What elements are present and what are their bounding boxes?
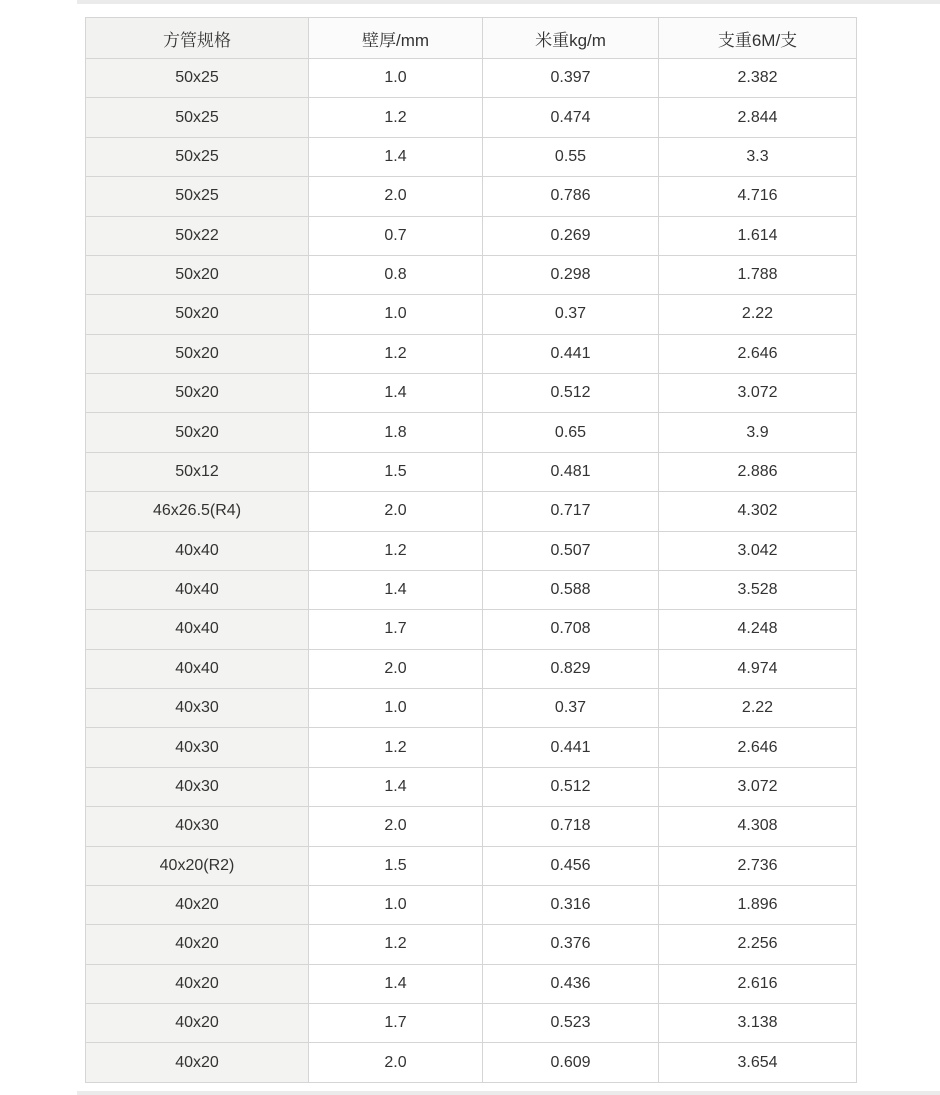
table-row <box>86 846 857 885</box>
table-row <box>86 374 857 413</box>
cell-wall-thickness: 1.4 <box>309 137 483 176</box>
cell-meter-weight: 0.507 <box>483 531 659 570</box>
cell-wall-thickness: 1.2 <box>309 925 483 964</box>
col-header-meter-weight: 米重kg/m <box>483 18 659 59</box>
cell-wall-thickness: 1.4 <box>309 964 483 1003</box>
cell-piece-weight: 3.072 <box>659 767 857 806</box>
cell-spec: 40x30 <box>86 807 309 846</box>
cell-spec: 40x20 <box>86 1043 309 1083</box>
cell-wall-thickness: 1.2 <box>309 531 483 570</box>
cell-meter-weight: 0.397 <box>483 59 659 98</box>
table-row <box>86 885 857 924</box>
cell-meter-weight: 0.481 <box>483 452 659 491</box>
cell-piece-weight: 3.3 <box>659 137 857 176</box>
cell-spec: 50x25 <box>86 59 309 98</box>
cell-meter-weight: 0.829 <box>483 649 659 688</box>
cell-wall-thickness: 1.7 <box>309 1004 483 1043</box>
cell-meter-weight: 0.523 <box>483 1004 659 1043</box>
cell-piece-weight: 2.616 <box>659 964 857 1003</box>
cell-meter-weight: 0.55 <box>483 137 659 176</box>
cell-spec: 40x40 <box>86 531 309 570</box>
table-row <box>86 1043 857 1083</box>
table-header <box>86 18 857 59</box>
table-row <box>86 1004 857 1043</box>
table-row <box>86 413 857 452</box>
table-body <box>86 59 857 1083</box>
cell-meter-weight: 0.786 <box>483 177 659 216</box>
cell-piece-weight: 4.302 <box>659 492 857 531</box>
cell-piece-weight: 3.654 <box>659 1043 857 1083</box>
col-header-spec: 方管规格 <box>86 18 309 59</box>
cell-wall-thickness: 1.0 <box>309 885 483 924</box>
cell-piece-weight: 4.974 <box>659 649 857 688</box>
cell-wall-thickness: 1.4 <box>309 767 483 806</box>
cell-piece-weight: 3.9 <box>659 413 857 452</box>
cell-meter-weight: 0.316 <box>483 885 659 924</box>
cell-wall-thickness: 0.8 <box>309 255 483 294</box>
cell-wall-thickness: 1.2 <box>309 728 483 767</box>
cell-piece-weight: 1.788 <box>659 255 857 294</box>
cell-spec: 50x22 <box>86 216 309 255</box>
cell-wall-thickness: 1.5 <box>309 452 483 491</box>
table-row <box>86 452 857 491</box>
cell-wall-thickness: 1.2 <box>309 98 483 137</box>
cell-piece-weight: 4.308 <box>659 807 857 846</box>
table-row <box>86 137 857 176</box>
table-row <box>86 98 857 137</box>
cell-wall-thickness: 1.8 <box>309 413 483 452</box>
table-row <box>86 610 857 649</box>
cell-spec: 50x25 <box>86 137 309 176</box>
cell-piece-weight: 4.716 <box>659 177 857 216</box>
cell-piece-weight: 2.886 <box>659 452 857 491</box>
cell-meter-weight: 0.512 <box>483 374 659 413</box>
table-row <box>86 59 857 98</box>
cell-spec: 40x20 <box>86 964 309 1003</box>
cell-piece-weight: 1.614 <box>659 216 857 255</box>
cell-spec: 40x20(R2) <box>86 846 309 885</box>
cell-piece-weight: 2.646 <box>659 728 857 767</box>
cell-wall-thickness: 2.0 <box>309 177 483 216</box>
table-row <box>86 728 857 767</box>
cell-piece-weight: 4.248 <box>659 610 857 649</box>
cell-wall-thickness: 2.0 <box>309 649 483 688</box>
cell-spec: 50x20 <box>86 334 309 373</box>
table-header-row <box>86 18 857 59</box>
cell-meter-weight: 0.588 <box>483 570 659 609</box>
cell-spec: 40x20 <box>86 885 309 924</box>
cell-piece-weight: 2.736 <box>659 846 857 885</box>
cell-meter-weight: 0.609 <box>483 1043 659 1083</box>
cell-piece-weight: 2.844 <box>659 98 857 137</box>
cell-meter-weight: 0.708 <box>483 610 659 649</box>
cell-spec: 50x20 <box>86 374 309 413</box>
cell-piece-weight: 3.528 <box>659 570 857 609</box>
cell-meter-weight: 0.441 <box>483 728 659 767</box>
table-row <box>86 216 857 255</box>
cell-spec: 40x30 <box>86 767 309 806</box>
cell-wall-thickness: 2.0 <box>309 1043 483 1083</box>
cell-piece-weight: 2.382 <box>659 59 857 98</box>
cell-meter-weight: 0.436 <box>483 964 659 1003</box>
cell-meter-weight: 0.65 <box>483 413 659 452</box>
table-row <box>86 570 857 609</box>
cell-wall-thickness: 1.5 <box>309 846 483 885</box>
cell-piece-weight: 1.896 <box>659 885 857 924</box>
cell-spec: 40x30 <box>86 689 309 728</box>
cell-meter-weight: 0.441 <box>483 334 659 373</box>
cell-meter-weight: 0.512 <box>483 767 659 806</box>
cell-wall-thickness: 1.2 <box>309 334 483 373</box>
cell-wall-thickness: 1.0 <box>309 295 483 334</box>
table-row <box>86 925 857 964</box>
cell-spec: 40x40 <box>86 649 309 688</box>
cell-piece-weight: 2.22 <box>659 295 857 334</box>
table-row <box>86 689 857 728</box>
cell-piece-weight: 3.138 <box>659 1004 857 1043</box>
bottom-edge-strip <box>77 1091 940 1095</box>
cell-spec: 50x20 <box>86 413 309 452</box>
col-header-piece-weight: 支重6M/支 <box>659 18 857 59</box>
square-tube-spec-table-wrap <box>85 17 857 1083</box>
cell-spec: 50x12 <box>86 452 309 491</box>
cell-meter-weight: 0.718 <box>483 807 659 846</box>
table-row <box>86 807 857 846</box>
cell-piece-weight: 2.646 <box>659 334 857 373</box>
cell-wall-thickness: 2.0 <box>309 492 483 531</box>
cell-meter-weight: 0.717 <box>483 492 659 531</box>
table-row <box>86 255 857 294</box>
cell-wall-thickness: 0.7 <box>309 216 483 255</box>
cell-wall-thickness: 1.0 <box>309 689 483 728</box>
cell-spec: 50x20 <box>86 295 309 334</box>
cell-meter-weight: 0.474 <box>483 98 659 137</box>
cell-meter-weight: 0.269 <box>483 216 659 255</box>
table-row <box>86 177 857 216</box>
cell-piece-weight: 2.256 <box>659 925 857 964</box>
cell-wall-thickness: 1.4 <box>309 570 483 609</box>
cell-spec: 50x25 <box>86 177 309 216</box>
col-header-wall-thickness: 壁厚/mm <box>309 18 483 59</box>
cell-wall-thickness: 2.0 <box>309 807 483 846</box>
cell-spec: 40x40 <box>86 610 309 649</box>
cell-spec: 50x25 <box>86 98 309 137</box>
top-edge-strip <box>77 0 940 4</box>
square-tube-spec-table <box>85 17 857 1083</box>
cell-spec: 40x30 <box>86 728 309 767</box>
cell-piece-weight: 2.22 <box>659 689 857 728</box>
table-row <box>86 964 857 1003</box>
table-row <box>86 767 857 806</box>
table-row <box>86 531 857 570</box>
table-row <box>86 334 857 373</box>
table-row <box>86 649 857 688</box>
cell-wall-thickness: 1.4 <box>309 374 483 413</box>
cell-meter-weight: 0.37 <box>483 689 659 728</box>
cell-spec: 40x20 <box>86 925 309 964</box>
cell-wall-thickness: 1.0 <box>309 59 483 98</box>
cell-meter-weight: 0.298 <box>483 255 659 294</box>
cell-piece-weight: 3.072 <box>659 374 857 413</box>
table-row <box>86 295 857 334</box>
cell-spec: 40x40 <box>86 570 309 609</box>
table-row <box>86 492 857 531</box>
cell-spec: 46x26.5(R4) <box>86 492 309 531</box>
cell-spec: 50x20 <box>86 255 309 294</box>
cell-meter-weight: 0.37 <box>483 295 659 334</box>
cell-wall-thickness: 1.7 <box>309 610 483 649</box>
cell-meter-weight: 0.456 <box>483 846 659 885</box>
cell-piece-weight: 3.042 <box>659 531 857 570</box>
cell-spec: 40x20 <box>86 1004 309 1043</box>
cell-meter-weight: 0.376 <box>483 925 659 964</box>
